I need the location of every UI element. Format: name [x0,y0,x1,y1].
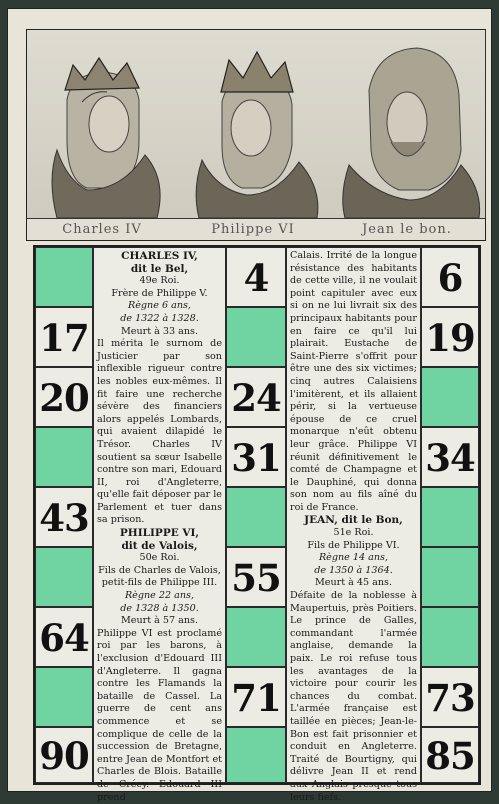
number-cell: 64 [35,607,93,667]
green-cell [421,367,479,427]
green-cell [421,547,479,607]
biography-text: Calais. Irrité de la longue résistance des habitants de cette ville, il ne voulait point capituler avec eux si on ne lui livrait six des principaux habitants pour en faire ce qu'il lui plairait. Eustache de Saint-Pierre s'offrit pour être une des six victimes; cinq autres Calaisiens l'imitèrent, et ils allaient périr, si la vertueuse épouse de ce cruel monarque n'eût obtenu leur grâce. Philippe VI réunit définitivement le comté de Champagne et le Dauphiné, qui donna son nom au fils aîné du roi de France. [290,250,417,513]
number-cell: 4 [226,247,286,307]
green-cell [421,607,479,667]
portrait-strip [26,29,486,241]
number-cell: 31 [226,427,286,487]
heading-philippe-vi: PHILIPPE VI, [119,527,200,540]
portrait-charles-iv [27,30,178,218]
text-column-right [286,247,421,803]
lineage-text: Fils de Philippe VI. [307,539,400,551]
green-cell [421,487,479,547]
portrait-philippe-vi [177,30,330,218]
heading-charles-iv: CHARLES IV, [121,250,198,262]
reign-dates: de 1328 à 1350. [120,602,199,614]
number-cell: 34 [421,427,479,487]
number-cell: 90 [35,727,93,783]
number-cell: 20 [35,367,93,427]
lineage-text: Frère de Philippe V. [111,287,208,299]
caption-charles-iv: Charles IV [27,218,178,240]
lineage-text: Fils de Charles de Valois, petit-fils de Philippe III. [98,564,221,589]
green-cell [35,427,93,487]
number-cell: 85 [421,727,479,783]
biography-text: Défaite de la noblesse à Maupertuis, près Poitiers. Le prince de Galles, commandant l'armée anglaise, demande la paix. Le roi refuse tous les avantages de la victoire pour courir les chances du combat. L'armée française est taillée en pièces; Jean-le-Bon est fait prisonnier et conduit en Angleterre. Traité de Bourtigny, qui délivre Jean II et rend aux Anglais presque tous leurs fiefs. [290,590,417,803]
death-text: Meurt à 57 ans. [120,615,199,627]
heading-jean-le-bon: JEAN, dit le Bon, [304,514,403,527]
roi-number: 49e Roi. [139,275,180,287]
biography-text: Philippe VI est proclamé roi par les barons, à l'exclusion d'Edouard III d'Angleterre. Il gagna contre les Flamands la bataille de Cassel. La guerre de cent ans commence et se complique de celle de la succession de Bretagne, entre Jean de Montfort et Charles de Blois. Bataille de Crécy. Edouard III prend [97,627,222,803]
number-cell: 17 [35,307,93,367]
roi-number: 51e Roi. [333,527,374,539]
green-cell [35,667,93,727]
king-bearded-portrait-icon [329,30,485,218]
king-crowned-portrait-icon [27,30,177,218]
caption-philippe-vi: Philippe VI [177,218,330,240]
reign-text: Règne 22 ans, [124,590,195,602]
number-cell: 24 [226,367,286,427]
green-cell [35,247,93,307]
subheading-philippe-vi: dit de Valois, [121,539,198,552]
king-crowned-portrait-icon [177,30,329,218]
reign-text: Règne 6 ans, [128,300,191,312]
caption-jean-le-bon: Jean le bon. [329,218,485,240]
number-cell: 71 [226,667,286,727]
death-text: Meurt à 45 ans. [314,577,393,589]
number-cell: 19 [421,307,479,367]
roi-number: 50e Roi. [139,552,180,564]
green-cell [35,547,93,607]
game-card [7,8,492,803]
subheading-charles-iv: dit le Bel, [130,262,189,275]
number-cell: 6 [421,247,479,307]
number-cell: 43 [35,487,93,547]
green-cell [226,607,286,667]
green-cell [226,307,286,367]
reign-dates: de 1350 à 1364. [314,564,393,576]
number-cell: 55 [226,547,286,607]
portrait-jean-le-bon [329,30,486,218]
biography-text: Il mérita le surnom de Justicier par son inflexible rigueur contre les nobles eux-mêmes. Il fit faire une recherche sévère des financiers alors appelés Lombards, qui avaient dilapidé le Trésor. Charles IV soutient sa sœur Isabelle contre son mari, Edouard II, roi d'Angleterre, qu'elle fait déposer par le Parlement et tuer dans sa prison. [97,338,222,526]
lotto-grid [33,245,481,803]
reign-dates: de 1322 à 1328. [120,312,199,324]
green-cell [226,727,286,783]
reign-text: Règne 14 ans, [318,552,389,564]
green-cell [226,487,286,547]
death-text: Meurt à 33 ans. [120,325,199,337]
number-cell: 73 [421,667,479,727]
text-column-left [93,247,226,803]
